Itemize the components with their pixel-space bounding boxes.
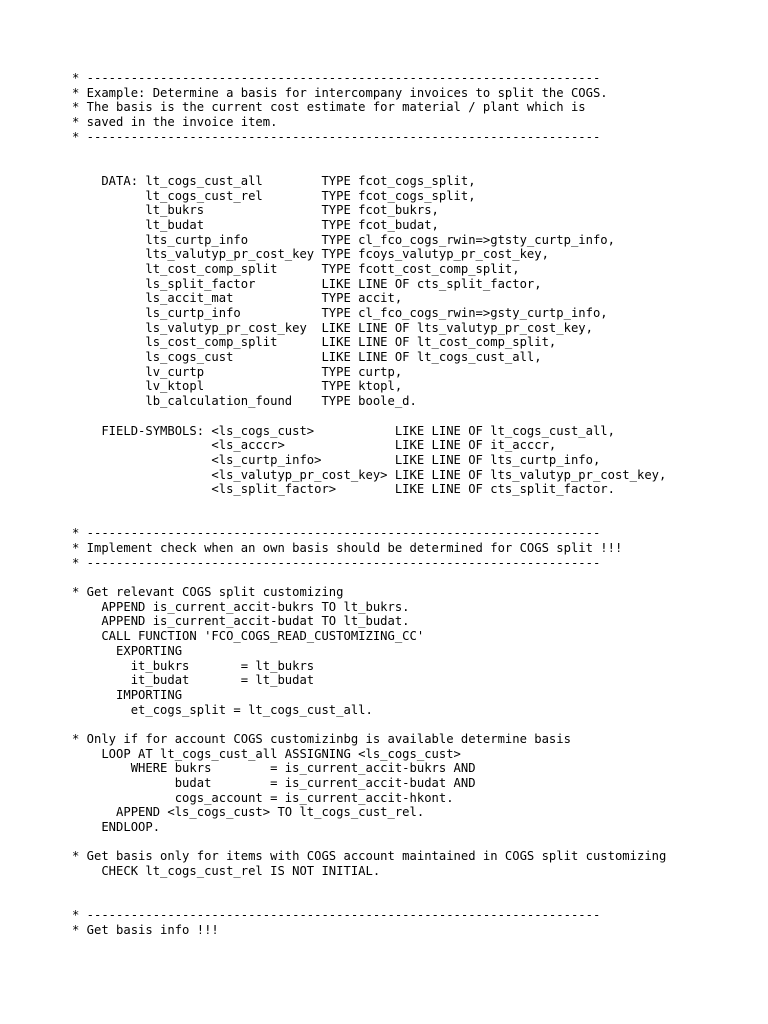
code-line: et_cogs_split = lt_cogs_cust_all.: [72, 702, 373, 717]
code-line: * Get relevant COGS split customizing: [72, 585, 344, 600]
code-line: * Implement check when an own basis should be determined for COGS split !!!: [72, 541, 623, 555]
code-line: <ls_valutyp_pr_cost_key> LIKE LINE OF lts_valutyp_pr_cost_key,: [72, 467, 667, 482]
code-line: lv_ktopl TYPE ktopl,: [72, 379, 403, 394]
code-line: [72, 159, 666, 174]
code-line: lt_cost_comp_split TYPE fcott_cost_comp_split,: [72, 261, 520, 276]
code-line: [72, 512, 666, 527]
code-line: ls_cogs_cust LIKE LINE OF lt_cogs_cust_all,: [72, 350, 542, 365]
code-line: <ls_acccr> LIKE LINE OF it_acccr,: [72, 438, 557, 453]
code-line: <ls_curtp_info> LIKE LINE OF lts_curtp_info,: [72, 452, 601, 467]
code-line: * The basis is the current cost estimate for material / plant which is: [72, 100, 586, 115]
code-line: lts_valutyp_pr_cost_key TYPE fcoys_valutyp_pr_cost_key,: [72, 247, 549, 262]
code-line: ls_valutyp_pr_cost_key LIKE LINE OF lts_valutyp_pr_cost_key,: [72, 320, 593, 335]
code-line: budat = is_current_accit-budat AND: [72, 776, 476, 790]
code-line: <ls_split_factor> LIKE LINE OF cts_split_factor.: [72, 482, 615, 497]
code-line: [72, 835, 666, 850]
code-line: lt_bukrs TYPE fcot_bukrs,: [72, 203, 439, 218]
code-line: lv_curtp TYPE curtp,: [72, 364, 403, 379]
code-line: * saved in the invoice item.: [72, 115, 278, 130]
code-line: lts_curtp_info TYPE cl_fco_cogs_rwin=>gtsty_curtp_info,: [72, 232, 615, 247]
code-line: WHERE bukrs = is_current_accit-bukrs AND: [72, 761, 476, 776]
code-line: cogs_account = is_current_accit-hkont.: [72, 790, 454, 805]
abap-code-listing: [72, 71, 666, 938]
code-line: [72, 497, 666, 512]
code-line: * Only if for account COGS customizinbg is available determine basis: [72, 731, 571, 746]
code-line: it_bukrs = lt_bukrs: [72, 658, 315, 673]
code-line: CALL FUNCTION 'FCO_COGS_READ_CUSTOMIZING_CC': [72, 629, 425, 644]
code-line: * ----------------------------------------------------------------------: [72, 526, 601, 541]
code-line: [72, 879, 666, 894]
code-line: EXPORTING: [72, 643, 183, 658]
code-line: [72, 894, 666, 909]
code-line: [72, 570, 666, 585]
code-line: IMPORTING: [72, 687, 183, 702]
code-line: DATA: lt_cogs_cust_all TYPE fcot_cogs_split,: [72, 173, 476, 188]
code-line: it_budat = lt_budat: [72, 673, 315, 688]
code-line: APPEND <ls_cogs_cust> TO lt_cogs_cust_rel.: [72, 805, 425, 820]
code-line: * Example: Determine a basis for intercompany invoices to split the COGS.: [72, 85, 608, 100]
code-line: ls_cost_comp_split LIKE LINE OF lt_cost_comp_split,: [72, 335, 557, 350]
code-line: APPEND is_current_accit-bukrs TO lt_bukrs.: [72, 599, 410, 614]
code-line: ls_split_factor LIKE LINE OF cts_split_factor,: [72, 276, 542, 291]
code-line: lt_cogs_cust_rel TYPE fcot_cogs_split,: [72, 188, 476, 203]
code-line: ls_curtp_info TYPE cl_fco_cogs_rwin=>gsty_curtp_info,: [72, 306, 608, 320]
code-line: LOOP AT lt_cogs_cust_all ASSIGNING <ls_cogs_cust>: [72, 746, 461, 761]
code-line: CHECK lt_cogs_cust_rel IS NOT INITIAL.: [72, 864, 381, 879]
code-line: * ----------------------------------------------------------------------: [72, 71, 601, 85]
code-line: * ----------------------------------------------------------------------: [72, 555, 601, 570]
code-line: ENDLOOP.: [72, 820, 161, 835]
code-line: * ----------------------------------------------------------------------: [72, 908, 601, 923]
code-line: lt_budat TYPE fcot_budat,: [72, 217, 439, 232]
code-line: APPEND is_current_accit-budat TO lt_budat.: [72, 614, 410, 629]
code-line: FIELD-SYMBOLS: <ls_cogs_cust> LIKE LINE OF lt_cogs_cust_all,: [72, 423, 615, 438]
code-line: ls_accit_mat TYPE accit,: [72, 291, 403, 306]
code-line: * Get basis info !!!: [72, 922, 219, 937]
code-line: * Get basis only for items with COGS account maintained in COGS split customizing: [72, 849, 667, 864]
code-line: [72, 409, 666, 424]
code-line: lb_calculation_found TYPE boole_d.: [72, 394, 417, 409]
code-line: [72, 717, 666, 732]
code-line: * ----------------------------------------------------------------------: [72, 129, 601, 144]
code-line: [72, 144, 666, 159]
